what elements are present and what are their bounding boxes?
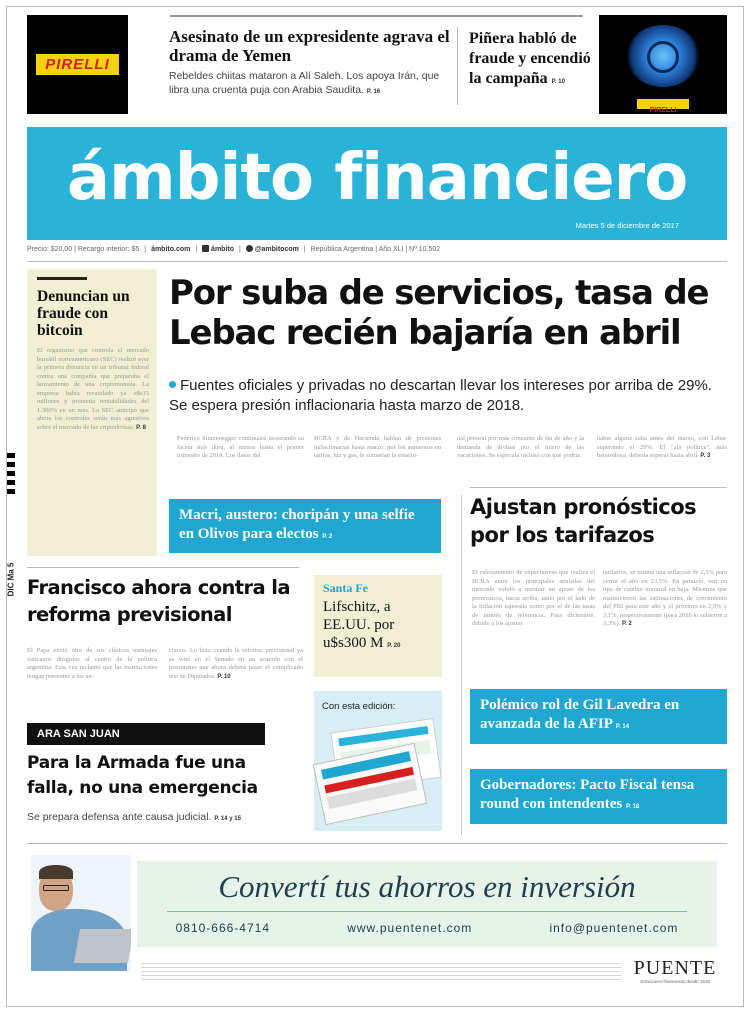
ajustan-page-ref: P. 2 bbox=[621, 621, 632, 627]
main-deck bbox=[169, 376, 725, 416]
pirelli-small-logo bbox=[637, 99, 689, 114]
story-yemen[interactable] bbox=[169, 27, 454, 99]
main-col-4-page-ref: P. 3 bbox=[700, 453, 711, 459]
ad-top-rule bbox=[27, 843, 727, 844]
bitcoin-title: Denuncian un fraude con bitcoin bbox=[37, 288, 130, 339]
gobernadores-page-ref: P. 18 bbox=[626, 804, 640, 810]
francisco-rule bbox=[27, 567, 299, 568]
info-line-rule bbox=[27, 261, 727, 262]
twitter-icon bbox=[246, 245, 253, 252]
bitcoin-box-bar bbox=[37, 277, 87, 280]
main-col-3-text: nal presión por más consumo de fin de año y la demanda de divisas por el inicio de las vacaciones. Se especula incluso con que podría bbox=[457, 435, 584, 459]
francisco-col-2 bbox=[169, 647, 303, 681]
info-edition: República Argentina | Año XLI | Nº 10.502 bbox=[310, 246, 441, 253]
pirelli-logo bbox=[36, 54, 119, 75]
barcode-marks bbox=[7, 453, 15, 497]
macri-box[interactable] bbox=[169, 499, 441, 553]
main-headline: Por suba de servicios, tasa de Lebac recién bajaría en abril bbox=[169, 273, 709, 353]
edition-label: Con esta edición: bbox=[322, 701, 396, 712]
pirelli-logo-text: PIRELLI bbox=[45, 56, 110, 73]
info-price: Precio: $20,00 | Recargo interior: $5 bbox=[27, 246, 140, 253]
top-rule bbox=[170, 15, 583, 17]
ad-slogan: Convertí tus ahorros en inversión bbox=[218, 869, 636, 904]
santafe-box[interactable] bbox=[314, 575, 442, 677]
facebook-icon bbox=[202, 245, 209, 252]
puente-ad[interactable] bbox=[27, 851, 727, 1001]
bitcoin-box[interactable] bbox=[27, 269, 157, 556]
ara-body-line bbox=[27, 811, 307, 823]
santafe-page-ref: P. 20 bbox=[387, 643, 401, 649]
main-col-1: Federico Sturzenegger continuará mostrando su faceta más dura, al menos hasta el primer trimestre de 2018. Los datos del bbox=[177, 435, 304, 459]
main-col-4-text: haber alguna suba antes del marzo, con Lebac superando el 29%. El "ala política", más heterodoxa, debería esperar hasta abril. bbox=[597, 435, 727, 459]
lavedra-box[interactable] bbox=[470, 689, 727, 744]
ara-body: Se prepara defensa ante causa judicial. bbox=[27, 811, 212, 823]
edition-box[interactable] bbox=[314, 691, 442, 831]
francisco-page-ref: P. 10 bbox=[217, 673, 231, 680]
newspaper-front-page bbox=[6, 6, 744, 1007]
gobernadores-box[interactable] bbox=[470, 769, 727, 824]
santafe-kicker: Santa Fe bbox=[323, 581, 368, 595]
ajustan-col-2 bbox=[603, 569, 727, 629]
francisco-title[interactable]: Francisco ahora contra la reforma previsional bbox=[27, 576, 290, 626]
pirelli-ad-left[interactable] bbox=[27, 15, 128, 114]
info-line: Precio: $20,00 | Recargo interior: $5 | ámbito.com | ámbito | @ambitocom | República Argentina | Año XLI | Nº 10.502 bbox=[27, 246, 441, 253]
masthead-date: Martes 5 de diciembre de 2017 bbox=[575, 221, 679, 230]
ajustan-col-1: El relevamiento de expectativas que realiza el BCRA entre los principales analistas del mercado volvió a mostrar un ajuste de los pronósticos, hacia arriba, tanto por el lado de la inflación esperada como por el de las tasas de interés de referencia. Para diciembre, debido a los ajustes bbox=[472, 569, 595, 627]
francisco-col-2-text: cianos. Lo hizo cuando la reforma previsional ya se votó en el Senado en un acuerdo con el peronismo que ahora deberá pasar el complicado test de Diputados. bbox=[169, 647, 303, 680]
story-yemen-page-ref: P. 16 bbox=[366, 89, 381, 95]
info-web[interactable]: ámbito.com bbox=[151, 246, 191, 253]
ad-divider bbox=[167, 911, 687, 912]
ara-page-ref: P. 14 y 15 bbox=[214, 816, 241, 822]
ara-title[interactable]: Para la Armada fue una falla, no una emergencia bbox=[27, 753, 258, 798]
story-pinera[interactable] bbox=[469, 29, 593, 92]
top-divider bbox=[457, 27, 458, 105]
ad-fineprint bbox=[141, 963, 621, 983]
lavedra-page-ref: P. 14 bbox=[615, 724, 630, 730]
info-facebook[interactable]: ámbito bbox=[211, 246, 234, 253]
ad-contacts bbox=[137, 921, 717, 935]
story-yemen-body: Rebeldes chiitas mataron a Alí Saleh. Los apoya Irán, que libra una cruenta puja con Arabia Saudita. bbox=[169, 70, 440, 96]
francisco-col-1: El Papa envió otro de sus clásicos mensajes vaticanos dirigidos al centro de la política argentina. Esta vez reclamó que las instituciones tengan presentes a los an- bbox=[27, 647, 157, 680]
wheel-icon bbox=[647, 41, 679, 73]
story-yemen-title: Asesinato de un expresidente agrava el drama de Yemen bbox=[169, 27, 450, 65]
man-glasses bbox=[43, 885, 69, 891]
macri-title: Macri, austero: choripán y una selfie en Olivos para electos bbox=[179, 507, 415, 542]
main-story[interactable] bbox=[169, 273, 729, 353]
ajustan-title[interactable]: Ajustan pronósticos por los tarifazos bbox=[470, 495, 697, 547]
ajustan-col-2-text: tarifarios, se estima una inflación de 2,3% para cerrar el año en 23,5%. En paralelo, ven un tipo de cambio nominal en baja. Mientras que mantuvieron las estimaciones de crecimiento del PBI para este año y el próximo en 2,9% y 3,1%, respectivamente (para 2019 lo subieron a 3,3%). bbox=[603, 569, 727, 627]
main-col-4 bbox=[597, 435, 727, 461]
ad-phone[interactable]: 0810-666-4714 bbox=[175, 921, 270, 935]
pirelli-small-logo-text: PIRELLI bbox=[649, 107, 677, 114]
ajustan-rule bbox=[470, 487, 727, 488]
main-col-2: BCRA y de Hacienda hablan de presiones inflacionarias hasta marzo, por los aumentos en tarifas, luz y gas, le sumarían la estacio- bbox=[314, 435, 441, 459]
main-deck-text: Fuentes oficiales y privadas no descartan llevar los intereses por arriba de 29%. Se espera presión inflacionaria hasta marzo de 2018. bbox=[169, 377, 712, 414]
side-date-label: DIC Ma 5 bbox=[6, 562, 16, 597]
bullet-dot-icon bbox=[169, 381, 176, 388]
ara-bar bbox=[27, 723, 265, 745]
bitcoin-page-ref: P. 8 bbox=[136, 424, 146, 431]
lavedra-title: Polémico rol de Gil Lavedra en avanzada de la AFIP bbox=[480, 697, 680, 732]
ara-bar-label: ARA SAN JUAN bbox=[37, 728, 120, 740]
story-pinera-page-ref: P. 10 bbox=[551, 79, 565, 85]
man-hair bbox=[39, 865, 73, 879]
magazine-thumbnail-front bbox=[313, 743, 428, 825]
ad-web[interactable]: www.puentenet.com bbox=[347, 921, 473, 935]
bitcoin-body: El organismo que controla el mercado bursátil norteamericano (SEC) realizó ayer la primera denuncia en un tribunal federal contra una compañía que preparaba el lanzamiento de una criptomoneda. La empresa había recaudado ya u$s15 millones y prometía rentabilidades del 1.300% en un mes. La SEC anticipó que ahora los controles serán más agresivos sobre el mercado de las criptodivisas. bbox=[37, 347, 149, 431]
ad-email[interactable]: info@puentenet.com bbox=[549, 921, 679, 935]
info-twitter[interactable]: @ambitocom bbox=[254, 246, 299, 253]
puente-logo: PUENTE bbox=[633, 957, 717, 979]
macri-page-ref: P. 2 bbox=[322, 534, 333, 540]
puente-brand bbox=[627, 957, 723, 984]
story-pinera-title: Piñera habló de fraude y encendió la campaña bbox=[469, 30, 591, 87]
puente-tagline: Soluciones financieras desde 1915 bbox=[640, 979, 710, 984]
santafe-title: Lifschitz, a EE.UU. por u$s300 M bbox=[323, 599, 395, 651]
main-col-3 bbox=[457, 435, 584, 461]
masthead-title: ámbito financiero bbox=[66, 141, 688, 215]
gobernadores-title: Gobernadores: Pacto Fiscal tensa round con intendentes bbox=[480, 777, 695, 812]
masthead[interactable] bbox=[27, 127, 727, 240]
ad-photo-man bbox=[31, 855, 131, 971]
laptop bbox=[74, 929, 131, 963]
ad-banner bbox=[137, 861, 717, 947]
ajustan-divider bbox=[461, 495, 462, 835]
pirelli-ad-right[interactable] bbox=[599, 15, 727, 114]
